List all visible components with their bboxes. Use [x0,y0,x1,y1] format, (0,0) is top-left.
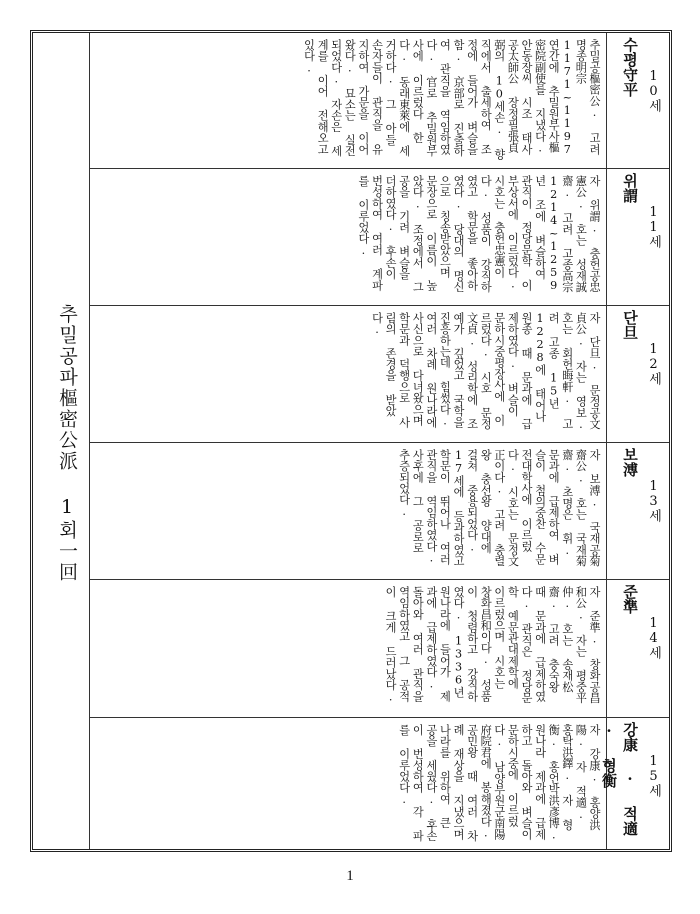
generation-cell [606,169,669,305]
person-name: 단旦 [621,310,639,340]
person-name: 위謂 [621,173,639,203]
generation-label: 15세 [646,754,661,797]
generation-label: 12세 [646,342,661,385]
generation-row [90,580,669,718]
page-number: 1 [346,868,354,884]
biography-text: 자 위謂. 충헌공忠憲公. 호는 성재誠齋. 고려 고종高宗1214~1259년 조에 벼슬하여 관직이 정당문학 이부상서에 이르렀다. 시호는 충헌忠憲이다. 성품이 강직하였고 학문을 좋아하였다. 당대의 명신으로 칭송받았으며 문장으로 이름이 높았다. 조정에서 그 공을 기려 벼슬을 더하였다. 후손이 번성하여 여러 계파를 이루었다. [356,175,601,293]
biography-text: 자 보溥. 국재공菊齋公. 호는 국재菊齋. 초명은 휘. 문과에 급제하여 벼슬이 첨의중찬 수문전대학사에 이르렀다. 시호는 문정文正이다. 고려 충렬왕 충선왕 양대에 걸쳐 중용되었다. 17세에 등과하였고 학문이 뛰어나 여러 관직을 역임하였다. 사후에 그 공로로 추증되었다. [397,449,601,567]
biography-text: 자 강康. 홍양洪陽. 자 적適. 홍탁洪鐸. 자 형衡. 홍언박洪彥博. 원나라 제과에 급제하고 돌아와 벼슬이 문하시중에 이르렀다. 남양부원군南陽府院君에 봉해졌다. 공민왕 때 여러 차례 재상을 지냈으며 나라를 위하여 큰 공을 세웠다. 후손이 번성하여 각 파를 이루었다. [397,724,601,842]
generation-cell [606,306,669,442]
generation-cell [606,443,669,579]
generation-label: 14세 [646,616,661,659]
person-name: 준準 [621,584,639,614]
biography-text: 추밀공樞密公. 고려 명종明宗1171~1197 연간에 추밀원부사樞密院副使를 지냈다. 안동장씨 시조 태사공太師公 장정필張貞弼의 10세손. 향직에서 출세하여 조정에 들어가 벼슬을 함. 京部로 진출하여 관직을 역임하였다. 官로 추밀원부사에 이르렀다 한다. 동래東萊에 세거하다. 그 아들 손자들이 관직을 유지하여 가문을 이어 왔다. 묘소는 실전되었다. 자손은 세계를 이어 전해오고 있다. [302,39,601,160]
generation-cell [606,33,669,168]
generation-label: 10세 [646,69,661,112]
person-name: 보溥 [621,447,639,477]
generation-row [90,169,669,306]
biography-text: 자 단旦. 문정공文貞公. 자는 영보. 호는 회헌晦軒. 고려 고종 15년1228에 태어나 원종 때 문과에 급제하였다. 벼슬이 문하시중평장사에 이르렀다. 시호 문정文貞. 성리학에 조예가 깊었고 국학을 진흥하는데 힘썼다. 여러 차례 원나라에 사신으로 다녀왔으며 학문과 덕행으로 사림의 존경을 받았다. [370,312,601,432]
generation-cell [600,718,669,849]
generation-row [90,33,669,169]
generation-label: 13세 [646,479,661,522]
generation-cell [606,580,669,717]
person-name: 강康 · 적適 · 형衡 [600,722,639,836]
biography-text: 자 준準. 창화공昌和公. 자는 평중平仲. 호는 송재松齋. 고려 충숙왕 때 문과에 급제하였다. 관직은 정당문학 예문관대제학에 이르렀으며 시호는 창화昌和이다. 성품이 청렴하고 강직하였다. 1336년 원나라에 들어가 제과에 급제하였다. 돌아와 여러 관직을 역임하였고 그 공적이 크게 드러났다. [384,586,601,704]
generation-row [90,306,669,443]
generation-row [90,718,669,849]
page-frame [30,30,672,852]
generation-label: 11세 [646,205,661,248]
page-title: 추밀공파樞密公派 1회一回 [56,303,78,583]
person-name: 수평守平 [621,37,639,97]
genealogy-table [90,33,669,849]
generation-row [90,443,669,580]
